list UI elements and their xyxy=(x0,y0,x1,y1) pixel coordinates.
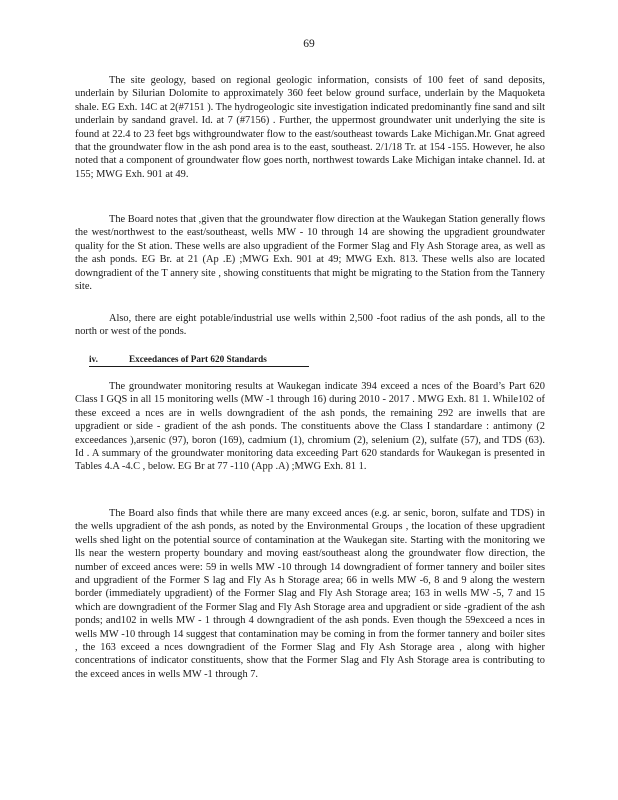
paragraph-board-notes: The Board notes that ,given that the groundwater flow direction at the Waukegan Station generally flows the west/northwest to the east/southeast, wells MW - 10 through 14 are showing the upgradient groundwater quality for the St ation. These wells are also upgradient of the Former Slag and Fly Ash Storage area, as well as the ash ponds. EG Br. at 21 (Ap .E) ;MWG Exh. 901 at 49; MWG Exh. 813. These wells also are located downgradient of the T annery site , showing constituents that might be migrating to the Station from the Tannery site. xyxy=(75,214,545,293)
paragraph-potable-wells: Also, there are eight potable/industrial use wells within 2,500 -foot radius of the ash ponds, all to the north or west of the ponds. xyxy=(75,313,545,338)
paragraph-monitoring-results: The groundwater monitoring results at Waukegan indicate 394 exceed a nces of the Board’s Part 620 Class I GQS in all 15 monitoring wells (MW -1 through 16) during 2010 - 2017 . MWG Exh. 81 1. While102 of these exceed a nces are in wells downgradient of the ash ponds, the remaining 292 are inwells that are upgradient or side - gradient of the ash ponds. The constituents above the Class I standardare : antimony (2 exceedances ),arsenic (97), boron (169), cadmium (1), chromium (2), selenium (2), sulfate (57), and TDS (63). Id . A summary of the groundwater monitoring data exceeding Part 620 standards for Waukegan is presented in Tables 4.A -4.C , below. EG Br at 77 -110 (App .A) ;MWG Exh. 81 1. xyxy=(75,381,545,473)
paragraph-site-geology: The site geology, based on regional geologic information, consists of 100 feet of sand deposits, underlain by Silurian Dolomite to approximately 360 feet below ground surface, underlain by the Maquoketa shale. EG Exh. 14C at 2(#7151 ). The hydrogeologic site investigation indicated predominantly fine sand and silt underlain by sandand gravel. Id. at 7 (#7156) . Further, the uppermost groundwater unit underlying the site is found at 22.4 to 23 feet bgs withgroundwater flow to the east/southeast towards Lake Michigan.Mr. Gnat agreed that the groundwater flow in the ash pond area is to the east, southeast. 2/1/18 Tr. at 154 -155. However, he also noted that a component of groundwater flow goes north, northwest towards Lake Michigan intake channel. Id. at 155; MWG Exh. 901 at 49. xyxy=(75,75,545,180)
section-title: Exceedances of Part 620 Standards xyxy=(129,354,267,364)
paragraph-board-findings: The Board also finds that while there are many exceed ances (e.g. ar senic, boron, sulfate and TDS) in the wells upgradient of the ash ponds, as noted by the Environmental Groups , the location of these upgradient wells shed light on the potential source of contamination at the Waukegan site. Starting with the monitoring we lls near the western property boundary and moving east/southeast along the groundwater flow direction, the number of exceed ances were: 59 in wells MW -10 through 14 downgradient of former tannery and boiler sites and upgradient of the Former S lag and Fly As h Storage area; 66 in wells MW -6, 8 and 9 along the western border (immediately upgradient) of the Former Slag and Fly Ash Storage area; 163 in wells MW -5, 7 and 15 which are downgradient of the Former Slag and Fly Ash Storage area and upgradient or side -gradient of the ash ponds; and102 in wells MW - 1 through 4 downgradient of the ash ponds. Even though the 59exceed a nces in wells MW -10 through 14 suggest that contamination may be coming in from the former tannery and boiler sites , the 163 exceed a nces downgradient of the Former Slag and Fly Ash Storage area , along with higher concentrations of indicator constituents, show that the Former Slag and Fly Ash Storage area is contributing to the exceed ances in wells MW -1 through 7. xyxy=(75,508,545,680)
section-number: iv. xyxy=(89,354,98,364)
page-number: 69 xyxy=(303,38,315,50)
section-heading xyxy=(89,354,309,367)
